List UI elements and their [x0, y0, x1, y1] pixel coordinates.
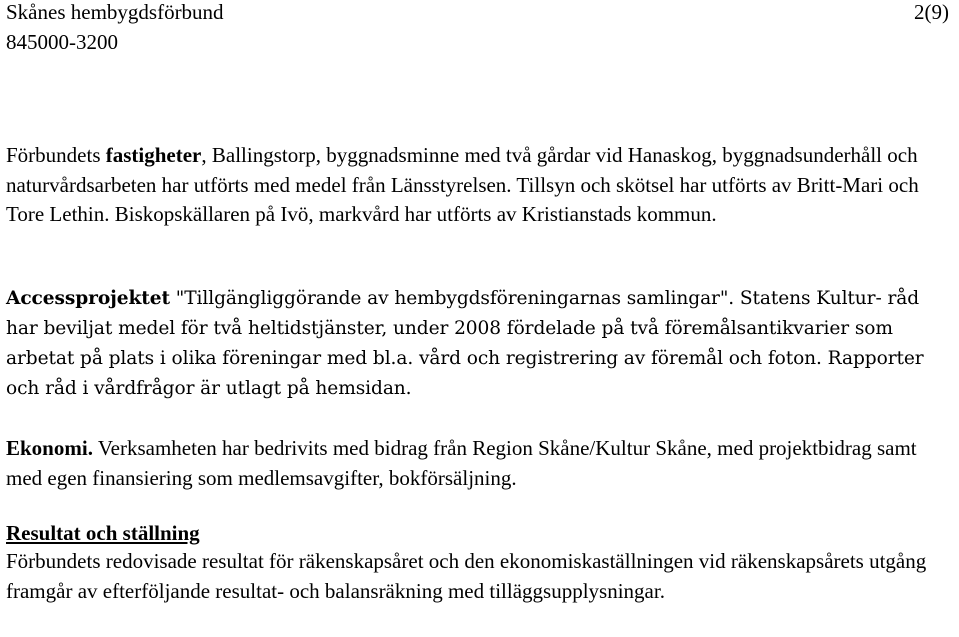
paragraph-fastigheter-text: , Ballingstorp, byggnadsminne med två gårdar vid Hanaskog, byggnadsunderhåll och naturvårdsarbeten har utförts med medel från Länsstyrelsen. Tillsyn och skötsel har utförts av Britt-Mari och Tore Lethin. Biskopskällaren på Ivö, markvård har utförts av Kristianstads kommun.: [6, 143, 919, 226]
section-heading-resultat: [6, 519, 954, 549]
page-number: 2(9): [914, 0, 949, 24]
paragraph-accessprojektet: [6, 284, 954, 404]
paragraph-accessprojektet-text: "Tillgängliggörande av hembygdsföreningarnas samlingar". Statens Kultur- råd har beviljat medel för två heltidstjänster, under 2008 fördelade på två föremålsantikvarier som arbetat på plats i olika föreningar med bl.a. vård och registrering av föremål och foton. Rapporter och råd i vårdfrågor är utlagt på hemsidan.: [6, 288, 924, 399]
organization-name: Skånes hembygdsförbund: [6, 0, 224, 24]
paragraph-ekonomi-text: Verksamheten har bedrivits med bidrag från Region Skåne/Kultur Skåne, med projektbidrag samt med egen finansiering som medlemsavgifter, bokförsäljning.: [6, 436, 917, 490]
paragraph-fastigheter-lead: Förbundets: [6, 143, 106, 167]
organization-number: 845000-3200: [6, 29, 118, 54]
paragraph-accessprojektet-bold: Accessprojektet: [6, 288, 170, 309]
paragraph-fastigheter: [6, 141, 954, 230]
paragraph-ekonomi-bold: Ekonomi.: [6, 436, 93, 460]
section-heading-resultat-text: Resultat och ställning: [6, 521, 200, 545]
page-header: [6, 0, 949, 57]
paragraph-fastigheter-bold: fastigheter: [105, 143, 202, 167]
paragraph-resultat: Förbundets redovisade resultat för räkenskapsåret och den ekonomiskaställningen vid räkenskapsårets utgång framgår av efterföljande resultat- och balansräkning med tilläggsupplysningar.: [6, 549, 927, 603]
paragraph-ekonomi: [6, 434, 954, 493]
